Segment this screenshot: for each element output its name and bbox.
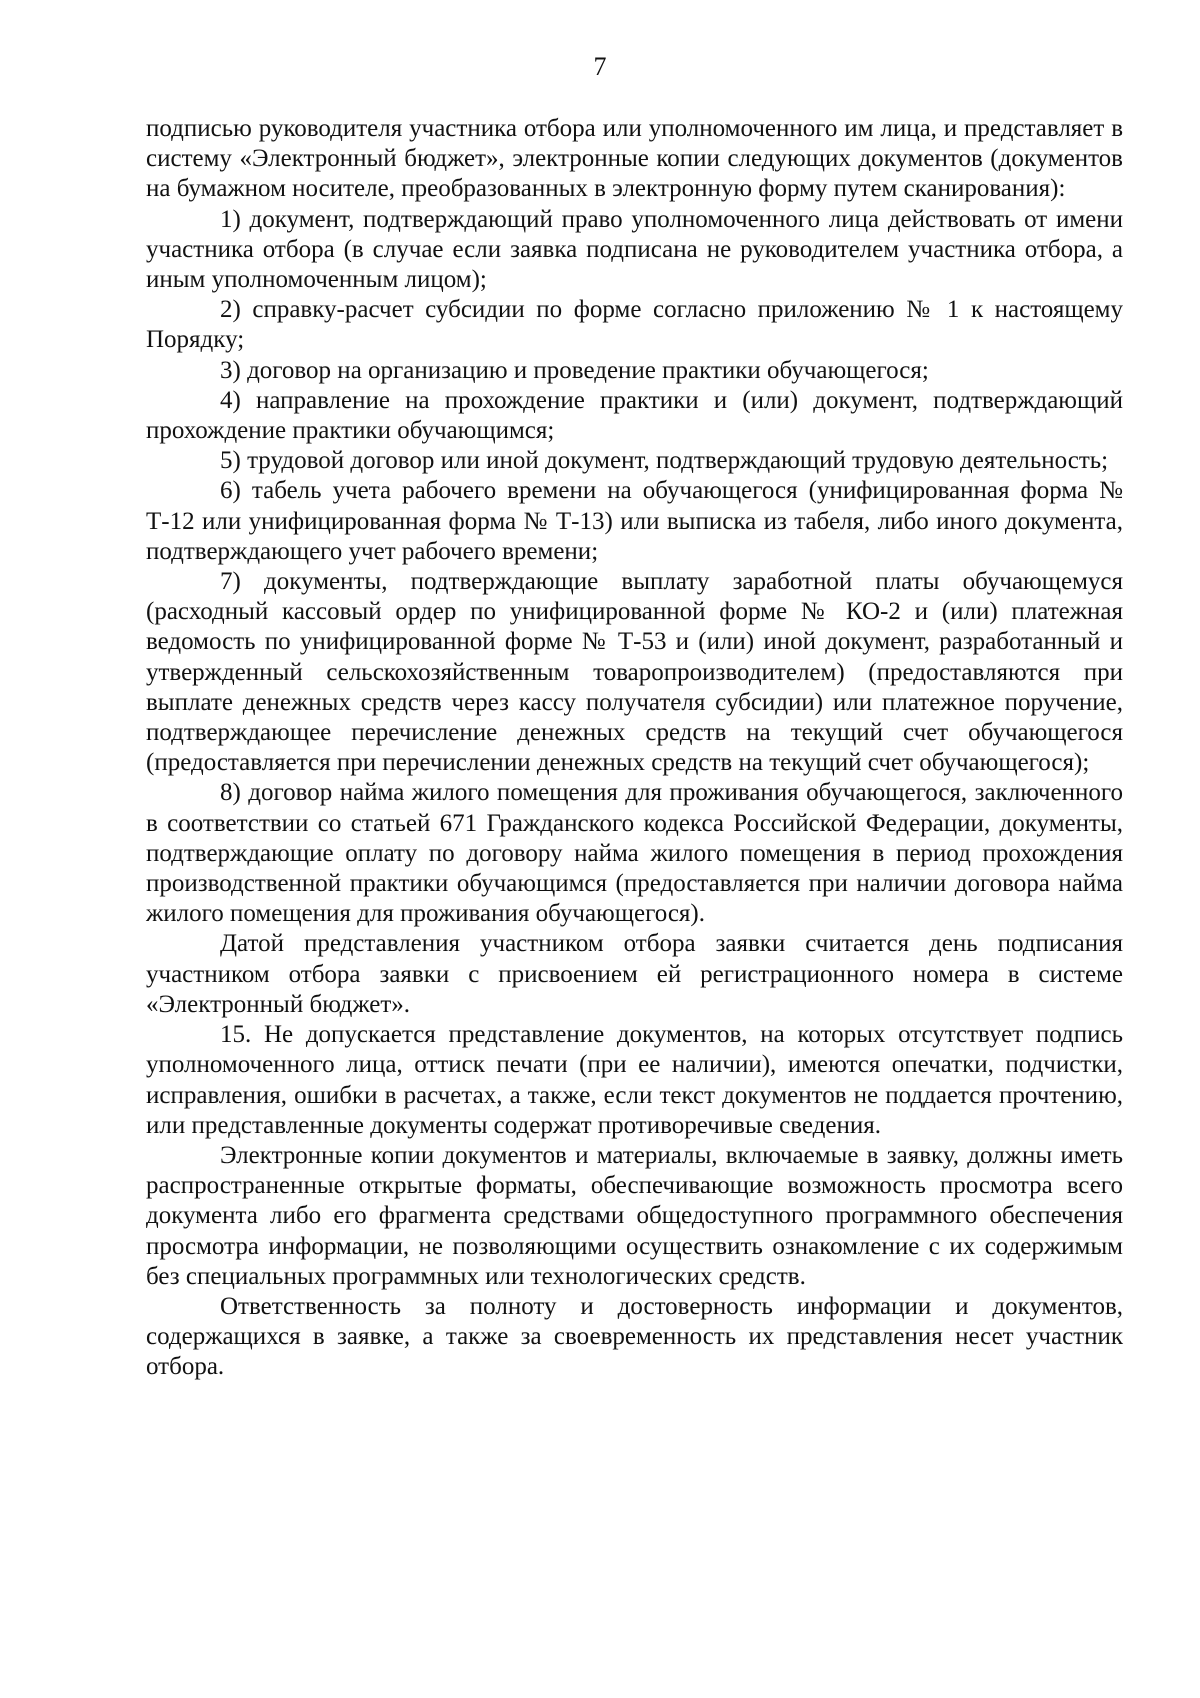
paragraph-electronic-copies: Электронные копии документов и материалы, включаемые в заявку, должны иметь распространенные открытые форматы, обеспечивающие возможность просмотра всего документа либо его фрагмента средствами общедоступного программного обеспечения просмотра информации, не позволяющими осуществить ознакомление с их содержимым без специальных программных или технологических средств. [146, 1141, 1123, 1290]
paragraph-clause-15: 15. Не допускается представление документов, на которых отсутствует подпись уполномоченного лица, оттиск печати (при ее наличии), имеются опечатки, подчистки, исправления, ошибки в расчетах, а также, если текст документов не поддается прочтению, или представленные документы содержат противоречивые сведения. [146, 1021, 1123, 1139]
page-number: 7 [593, 52, 607, 81]
document-body [146, 114, 1123, 1383]
paragraph-submission-date: Датой представления участником отбора заявки считается день подписания участником отбора заявки с присвоением ей регистрационного номера в системе «Электронный бюджет». [146, 930, 1123, 1018]
paragraph-continuation: подписью руководителя участника отбора или уполномоченного им лица, и представляет в систему «Электронный бюджет», электронные копии следующих документов (документов на бумажном носителе, преобразованных в электронную форму путем сканирования): [146, 115, 1123, 203]
list-item-3: 3) договор на организацию и проведение практики обучающегося; [220, 356, 929, 384]
list-item-1: 1) документ, подтверждающий право уполномоченного лица действовать от имени участника отбора (в случае если заявка подписана не руководителем участника отбора, а иным уполномоченным лицом); [146, 205, 1123, 294]
list-item-6: 6) табель учета рабочего времени на обучающегося (унифицированная форма № Т-12 или унифицированная форма № Т-13) или выписка из табеля, либо иного документа, подтверждающего учет рабочего времени; [146, 477, 1123, 565]
list-item-5: 5) трудовой договор или иной документ, подтверждающий трудовую деятельность; [220, 447, 1109, 475]
list-item-8: 8) договор найма жилого помещения для проживания обучающегося, заключенного в соответствии со статьей 671 Гражданского кодекса Российской Федерации, документы, подтверждающие оплату по договору найма жилого помещения в период прохождения производственной практики обучающимся (предоставляется при наличии договора найма жилого помещения для проживания обучающегося). [146, 779, 1123, 928]
paragraph-responsibility: Ответственность за полноту и достоверность информации и документов, содержащихся в заявке, а также за своевременность их представления несет участник отбора. [146, 1292, 1123, 1381]
list-item-4: 4) направление на прохождение практики и (или) документ, подтверждающий прохождение практики обучающимся; [146, 386, 1123, 445]
list-item-2: 2) справку-расчет субсидии по форме согласно приложению № 1 к настоящему Порядку; [146, 296, 1123, 354]
list-item-7: 7) документы, подтверждающие выплату заработной платы обучающемуся (расходный кассовый ордер по унифицированной форме № КО-2 и (или) платежная ведомость по унифицированной форме № Т-53 и (или) иной документ, разработанный и утвержденный сельскохозяйственным товаропроизводителем) (предоставляются при выплате денежных средств через кассу получателя субсидии) или платежное поручение, подтверждающее перечисление денежных средств на текущий счет обучающегося (предоставляется при перечислении денежных средств на текущий счет обучающегося); [146, 568, 1123, 777]
